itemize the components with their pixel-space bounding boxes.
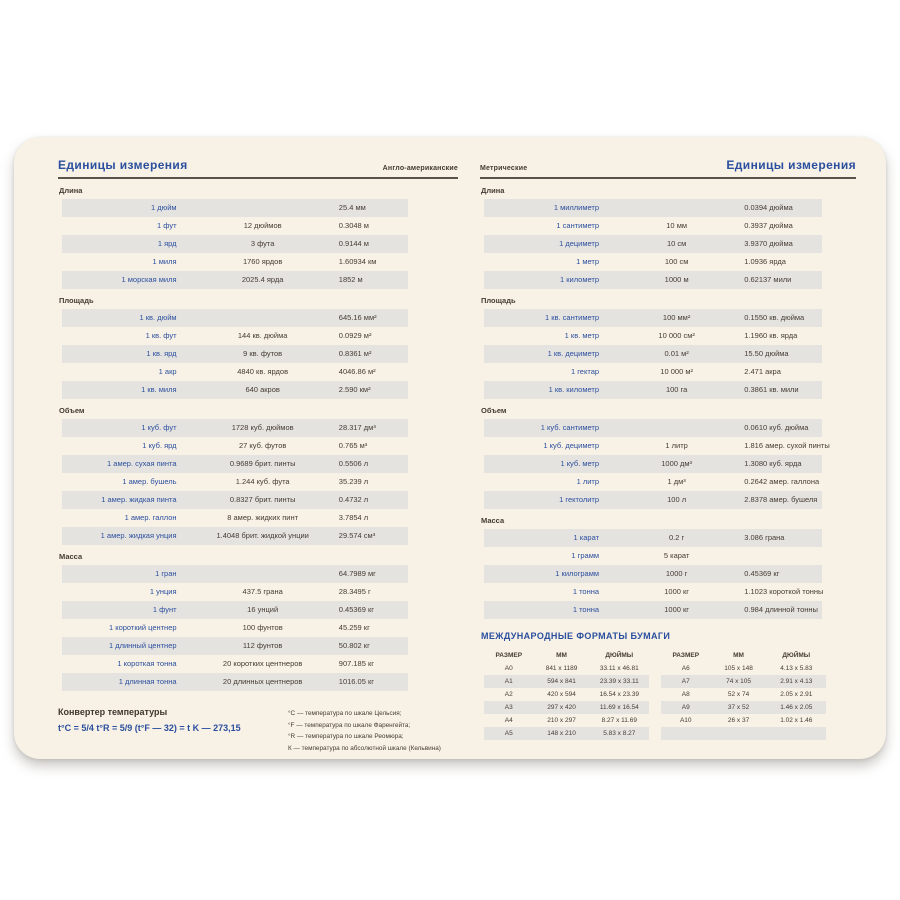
converted-value: 1016.05 кг bbox=[338, 677, 374, 686]
table-row bbox=[62, 491, 408, 509]
temperature-note: °F — температура по шкале Фаренгейта; bbox=[288, 721, 411, 729]
table-row bbox=[484, 491, 822, 509]
unit-name: 1 амер. жидкая пинта bbox=[101, 495, 177, 504]
converted-value: 1.3080 куб. ярда bbox=[744, 459, 802, 468]
column-header: ДЮЙМЫ bbox=[782, 652, 811, 659]
left-page bbox=[58, 151, 458, 767]
temperature-converter bbox=[58, 707, 458, 767]
paper-size: A5 bbox=[504, 730, 513, 737]
unit-equivalent: 0.2 г bbox=[669, 533, 685, 542]
table-row bbox=[484, 662, 649, 675]
table-row bbox=[484, 455, 822, 473]
unit-equivalent: 9 кв. футов bbox=[243, 349, 283, 358]
column-header: РАЗМЕР bbox=[672, 652, 700, 659]
table-row bbox=[62, 363, 408, 381]
unit-equivalent: 20 коротких центнеров bbox=[222, 659, 303, 668]
table-row bbox=[62, 655, 408, 673]
converted-value: 0.0610 куб. дюйма bbox=[744, 423, 809, 432]
unit-name: 1 метр bbox=[576, 257, 600, 266]
converted-value: 0.3937 дюйма bbox=[744, 221, 793, 230]
page-subtitle: Англо-американские bbox=[382, 165, 458, 172]
section-label: Площадь bbox=[59, 296, 94, 305]
unit-name: 1 фунт bbox=[152, 605, 177, 614]
table-row bbox=[484, 529, 822, 547]
empty-row bbox=[661, 727, 826, 740]
converted-value: 35.239 л bbox=[338, 477, 369, 486]
unit-name: 1 дюйм bbox=[150, 203, 177, 212]
paper-size: A7 bbox=[681, 678, 690, 685]
size-mm: 210 х 297 bbox=[547, 717, 576, 724]
table-row bbox=[62, 619, 408, 637]
table-row bbox=[484, 583, 822, 601]
unit-name: 1 кв. ярд bbox=[146, 349, 177, 358]
table-row bbox=[484, 217, 822, 235]
section-label: Объем bbox=[481, 406, 507, 415]
table-row bbox=[484, 253, 822, 271]
converted-value: 0.1550 кв. дюйма bbox=[744, 313, 805, 322]
unit-name: 1 километр bbox=[560, 275, 600, 284]
paper-size: A3 bbox=[504, 704, 513, 711]
table-row bbox=[661, 662, 826, 675]
size-inches: 2.05 х 2.91 bbox=[780, 691, 813, 698]
table-row bbox=[484, 363, 822, 381]
unit-equivalent: 1 литр bbox=[665, 441, 688, 450]
temperature-converter-title: Конвертер температуры bbox=[58, 707, 168, 717]
notebook-page-spread bbox=[14, 137, 886, 759]
converted-value: 0.4732 л bbox=[338, 495, 369, 504]
table-row bbox=[62, 583, 408, 601]
table-row bbox=[484, 437, 830, 455]
table-row bbox=[62, 455, 408, 473]
converted-value: 0.0929 м² bbox=[338, 331, 372, 340]
converted-value: 1852 м bbox=[338, 275, 363, 284]
unit-name: 1 килограмм bbox=[555, 569, 600, 578]
unit-name: 1 грамм bbox=[571, 551, 600, 560]
section-label: Масса bbox=[481, 516, 505, 525]
unit-equivalent: 1000 кг bbox=[664, 587, 690, 596]
left-unit-tables bbox=[58, 186, 458, 691]
unit-name: 1 амер. сухая пинта bbox=[107, 459, 177, 468]
unit-name: 1 тонна bbox=[572, 587, 600, 596]
paper-formats bbox=[480, 631, 856, 740]
unit-name: 1 гран bbox=[155, 569, 177, 578]
unit-name: 1 амер. галлон bbox=[124, 513, 177, 522]
paper-table-header-row bbox=[661, 649, 826, 662]
size-inches: 1.46 х 2.05 bbox=[780, 704, 813, 711]
unit-name: 1 короткая тонна bbox=[117, 659, 177, 668]
converted-value: 0.5506 л bbox=[338, 459, 369, 468]
size-inches: 11.69 х 16.54 bbox=[599, 704, 639, 711]
paper-size: A9 bbox=[681, 704, 690, 711]
table-row bbox=[484, 345, 822, 363]
converted-value: 1.60934 км bbox=[338, 257, 377, 266]
table-row bbox=[484, 727, 649, 740]
table-row bbox=[661, 675, 826, 688]
section-label: Площадь bbox=[481, 296, 516, 305]
converted-value: 28.3495 г bbox=[338, 587, 371, 596]
converted-value: 0.62137 мили bbox=[744, 275, 792, 284]
table-row bbox=[484, 271, 822, 289]
right-page bbox=[480, 151, 856, 740]
converted-value: 3.086 грана bbox=[744, 533, 785, 542]
unit-equivalent: 1760 ярдов bbox=[242, 257, 283, 266]
converted-value: 0.2642 амер. галлона bbox=[744, 477, 820, 486]
unit-name: 1 короткий центнер bbox=[108, 623, 177, 632]
unit-name: 1 куб. сантиметр bbox=[540, 423, 600, 432]
table-row bbox=[62, 419, 408, 437]
paper-size: A10 bbox=[679, 717, 692, 724]
paper-size: A4 bbox=[504, 717, 513, 724]
page-title: Единицы измерения bbox=[726, 158, 856, 172]
size-mm: 841 х 1189 bbox=[545, 665, 578, 672]
unit-name: 1 карат bbox=[573, 533, 600, 542]
converted-value: 0.0394 дюйма bbox=[744, 203, 793, 212]
table-row bbox=[484, 327, 822, 345]
unit-equivalent bbox=[187, 309, 339, 327]
unit-name: 1 кв. дюйм bbox=[139, 313, 177, 322]
column-header: ММ bbox=[733, 652, 744, 659]
unit-equivalent: 0.9689 брит. пинты bbox=[229, 459, 296, 468]
right-unit-tables bbox=[480, 186, 856, 619]
unit-equivalent: 20 длинных центнеров bbox=[222, 677, 303, 686]
unit-name: 1 морская миля bbox=[121, 275, 177, 284]
unit-name: 1 дециметр bbox=[559, 239, 600, 248]
temperature-note: °C — температура по шкале Цельсия; bbox=[288, 710, 402, 717]
table-row bbox=[484, 565, 822, 583]
unit-name: 1 ярд bbox=[157, 239, 177, 248]
unit-name: 1 миля bbox=[152, 257, 177, 266]
unit-equivalent: 1.244 куб. фута bbox=[235, 477, 290, 486]
unit-equivalent: 1000 кг bbox=[664, 605, 690, 614]
paper-size: A0 bbox=[504, 665, 513, 672]
table-row bbox=[62, 327, 408, 345]
unit-equivalent: 3 фута bbox=[250, 239, 275, 248]
table-row bbox=[484, 381, 822, 399]
unit-equivalent: 2025.4 ярда bbox=[241, 275, 284, 284]
page-title: Единицы измерения bbox=[58, 158, 188, 172]
unit-name: 1 кв. дециметр bbox=[547, 349, 600, 358]
unit-equivalent: 112 фунтов bbox=[242, 641, 283, 650]
unit-name: 1 гектар bbox=[570, 367, 600, 376]
page-subtitle: Метрические bbox=[480, 165, 528, 172]
table-row bbox=[484, 688, 649, 701]
unit-equivalent: 4840 кв. ярдов bbox=[237, 367, 289, 376]
converted-value: 0.3861 кв. мили bbox=[744, 385, 799, 394]
paper-formats-table-a6-a10 bbox=[661, 649, 826, 740]
paper-size: A1 bbox=[504, 678, 513, 685]
size-mm: 105 х 148 bbox=[724, 665, 753, 672]
unit-equivalent: 100 га bbox=[665, 385, 688, 394]
table-row bbox=[62, 601, 408, 619]
table-row bbox=[62, 345, 408, 363]
converted-value: 0.9144 м bbox=[338, 239, 369, 248]
table-row bbox=[484, 547, 822, 565]
unit-name: 1 унция bbox=[149, 587, 177, 596]
unit-name: 1 куб. ярд bbox=[142, 441, 177, 450]
unit-equivalent: 10 мм bbox=[666, 221, 688, 230]
size-inches: 1.02 х 1.46 bbox=[780, 717, 813, 724]
table-row bbox=[661, 688, 826, 701]
converted-value: 50.802 кг bbox=[338, 641, 370, 650]
table-row bbox=[484, 601, 822, 619]
unit-equivalent: 1728 куб. дюймов bbox=[231, 423, 294, 432]
unit-equivalent: 27 куб. футов bbox=[238, 441, 287, 450]
unit-equivalent bbox=[609, 199, 744, 217]
table-row bbox=[62, 673, 408, 691]
unit-name: 1 кв. километр bbox=[548, 385, 600, 394]
unit-equivalent: 640 акров bbox=[245, 385, 280, 394]
converted-value: 45.259 кг bbox=[338, 623, 370, 632]
table-row bbox=[484, 675, 649, 688]
converted-value: 3.7854 л bbox=[338, 513, 369, 522]
unit-equivalent: 1 дм³ bbox=[667, 477, 686, 486]
unit-equivalent: 1000 г bbox=[665, 569, 688, 578]
converted-value: 29.574 см³ bbox=[338, 531, 376, 540]
table-row bbox=[62, 473, 408, 491]
table-row bbox=[484, 714, 649, 727]
unit-name: 1 литр bbox=[576, 477, 600, 486]
converted-value: 1.1960 кв. ярда bbox=[744, 331, 798, 340]
table-row bbox=[62, 271, 408, 289]
size-inches: 4.13 х 5.83 bbox=[780, 665, 813, 672]
column-header: ДЮЙМЫ bbox=[605, 652, 634, 659]
unit-equivalent: 10 000 м² bbox=[660, 367, 693, 376]
paper-formats-tables bbox=[484, 649, 856, 740]
unit-equivalent: 437.5 грана bbox=[242, 587, 283, 596]
unit-equivalent: 1000 дм³ bbox=[661, 459, 693, 468]
unit-name: 1 гектолитр bbox=[559, 495, 600, 504]
converted-value: 0.45369 кг bbox=[744, 569, 780, 578]
size-mm: 74 х 105 bbox=[726, 678, 752, 685]
converted-value: 0.984 длинной тонны bbox=[744, 605, 818, 614]
section-label: Длина bbox=[481, 186, 505, 195]
paper-size: A2 bbox=[504, 691, 513, 698]
unit-equivalent bbox=[187, 565, 339, 583]
unit-equivalent: 144 кв. дюйма bbox=[237, 331, 288, 340]
size-mm: 148 х 210 bbox=[547, 730, 576, 737]
unit-equivalent: 1000 м bbox=[664, 275, 689, 284]
unit-name: 1 кв. фут bbox=[145, 331, 177, 340]
unit-equivalent: 8 амер. жидких пинт bbox=[227, 513, 299, 522]
converted-value: 64.7989 мг bbox=[338, 569, 376, 578]
temperature-notes bbox=[288, 708, 458, 754]
size-inches: 33.11 х 46.81 bbox=[599, 665, 639, 672]
converted-value: 907.185 кг bbox=[338, 659, 374, 668]
unit-name: 1 акр bbox=[158, 367, 177, 376]
temperature-note: К — температура по абсолютной шкале (Кельвина) bbox=[288, 744, 441, 752]
unit-equivalent: 10 000 см² bbox=[658, 331, 695, 340]
table-row bbox=[62, 437, 408, 455]
unit-name: 1 куб. фут bbox=[141, 423, 177, 432]
size-inches: 2.91 х 4.13 bbox=[780, 678, 813, 685]
unit-equivalent: 1.4048 брит. жидкой унции bbox=[216, 531, 309, 540]
unit-name: 1 амер. бушель bbox=[122, 477, 177, 486]
unit-name: 1 длинный центнер bbox=[108, 641, 177, 650]
unit-equivalent: 0.8327 брит. пинты bbox=[229, 495, 296, 504]
converted-value: 4046.86 м² bbox=[338, 367, 376, 376]
table-row bbox=[661, 701, 826, 714]
unit-name: 1 амер. жидкая унция bbox=[100, 531, 177, 540]
converted-value: 645.16 мм² bbox=[338, 313, 377, 322]
section-label: Масса bbox=[59, 552, 83, 561]
unit-equivalent: 5 карат bbox=[663, 551, 690, 560]
unit-equivalent: 0.01 м² bbox=[664, 349, 689, 358]
converted-value: 15.50 дюйма bbox=[744, 349, 789, 358]
table-row bbox=[62, 565, 408, 583]
size-inches: 8.27 х 11.69 bbox=[601, 717, 637, 724]
table-row bbox=[62, 637, 408, 655]
size-inches: 16.54 х 23.39 bbox=[599, 691, 639, 698]
table-row bbox=[484, 701, 649, 714]
unit-name: 1 фут bbox=[157, 221, 177, 230]
unit-name: 1 куб. дециметр bbox=[543, 441, 600, 450]
size-inches: 5.83 х 8.27 bbox=[603, 730, 636, 737]
section-label: Длина bbox=[59, 186, 83, 195]
paper-formats-table-a0-a5 bbox=[484, 649, 649, 740]
converted-value: 2.8378 амер. бушеля bbox=[744, 495, 818, 504]
converted-value: 1.0936 ярда bbox=[744, 257, 786, 266]
left-page-header bbox=[58, 151, 458, 179]
unit-name: 1 кв. метр bbox=[564, 331, 600, 340]
table-row bbox=[62, 309, 408, 327]
unit-name: 1 миллиметр bbox=[553, 203, 600, 212]
unit-equivalent: 10 см bbox=[666, 239, 687, 248]
temperature-formula: t°C = 5/4 t°R = 5/9 (t°F — 32) = t K — 273,15 bbox=[58, 723, 241, 733]
table-row bbox=[484, 309, 822, 327]
unit-equivalent: 100 мм² bbox=[662, 313, 691, 322]
unit-name: 1 кв. миля bbox=[141, 385, 177, 394]
table-row bbox=[62, 527, 408, 545]
converted-value: 2.471 акра bbox=[744, 367, 781, 376]
paper-size: A6 bbox=[681, 665, 690, 672]
unit-equivalent: 12 дюймов bbox=[243, 221, 282, 230]
converted-value bbox=[744, 547, 822, 565]
converted-value: 3.9370 дюйма bbox=[744, 239, 793, 248]
right-page-header bbox=[480, 151, 856, 179]
unit-name: 1 кв. сантиметр bbox=[544, 313, 600, 322]
unit-name: 1 куб. метр bbox=[560, 459, 600, 468]
converted-value: 1.816 амер. сухой пинты bbox=[744, 441, 830, 450]
table-row bbox=[62, 217, 408, 235]
size-mm: 594 х 841 bbox=[547, 678, 576, 685]
unit-name: 1 сантиметр bbox=[556, 221, 600, 230]
size-inches: 23.39 х 33.11 bbox=[599, 678, 639, 685]
table-row bbox=[484, 473, 822, 491]
converted-value: 28.317 дм³ bbox=[338, 423, 376, 432]
table-row bbox=[661, 714, 826, 727]
table-row bbox=[62, 253, 408, 271]
paper-formats-title: МЕЖДУНАРОДНЫЕ ФОРМАТЫ БУМАГИ bbox=[481, 631, 671, 641]
converted-value: 2.590 км² bbox=[338, 385, 371, 394]
size-mm: 297 х 420 bbox=[547, 704, 576, 711]
unit-equivalent: 16 унций bbox=[247, 605, 279, 614]
converted-value: 1.1023 короткой тонны bbox=[744, 587, 824, 596]
converted-value: 0.8361 м² bbox=[338, 349, 372, 358]
converted-value: 0.765 м³ bbox=[338, 441, 368, 450]
unit-name: 1 длинная тонна bbox=[118, 677, 177, 686]
table-row bbox=[484, 235, 822, 253]
section-label: Объем bbox=[59, 406, 85, 415]
table-row bbox=[484, 419, 822, 437]
converted-value: 0.45369 кг bbox=[338, 605, 374, 614]
table-row bbox=[62, 235, 408, 253]
size-mm: 37 х 52 bbox=[727, 704, 750, 711]
unit-name: 1 тонна bbox=[572, 605, 600, 614]
unit-equivalent: 100 фунтов bbox=[242, 623, 283, 632]
paper-table-header-row bbox=[484, 649, 649, 662]
size-mm: 420 х 594 bbox=[547, 691, 576, 698]
unit-equivalent: 100 см bbox=[664, 257, 689, 266]
table-row bbox=[62, 509, 408, 527]
converted-value: 0.3048 м bbox=[338, 221, 369, 230]
table-row bbox=[484, 199, 822, 217]
converted-value: 25.4 мм bbox=[338, 203, 366, 212]
unit-equivalent bbox=[609, 419, 744, 437]
temperature-note: °R — температура по шкале Реомюра; bbox=[288, 733, 404, 740]
table-row bbox=[62, 381, 408, 399]
column-header: ММ bbox=[556, 652, 567, 659]
unit-equivalent: 100 л bbox=[667, 495, 687, 504]
paper-size: A8 bbox=[681, 691, 690, 698]
table-row bbox=[62, 199, 408, 217]
unit-equivalent bbox=[187, 199, 339, 217]
size-mm: 26 х 37 bbox=[727, 717, 750, 724]
size-mm: 52 х 74 bbox=[727, 691, 750, 698]
column-header: РАЗМЕР bbox=[495, 652, 523, 659]
